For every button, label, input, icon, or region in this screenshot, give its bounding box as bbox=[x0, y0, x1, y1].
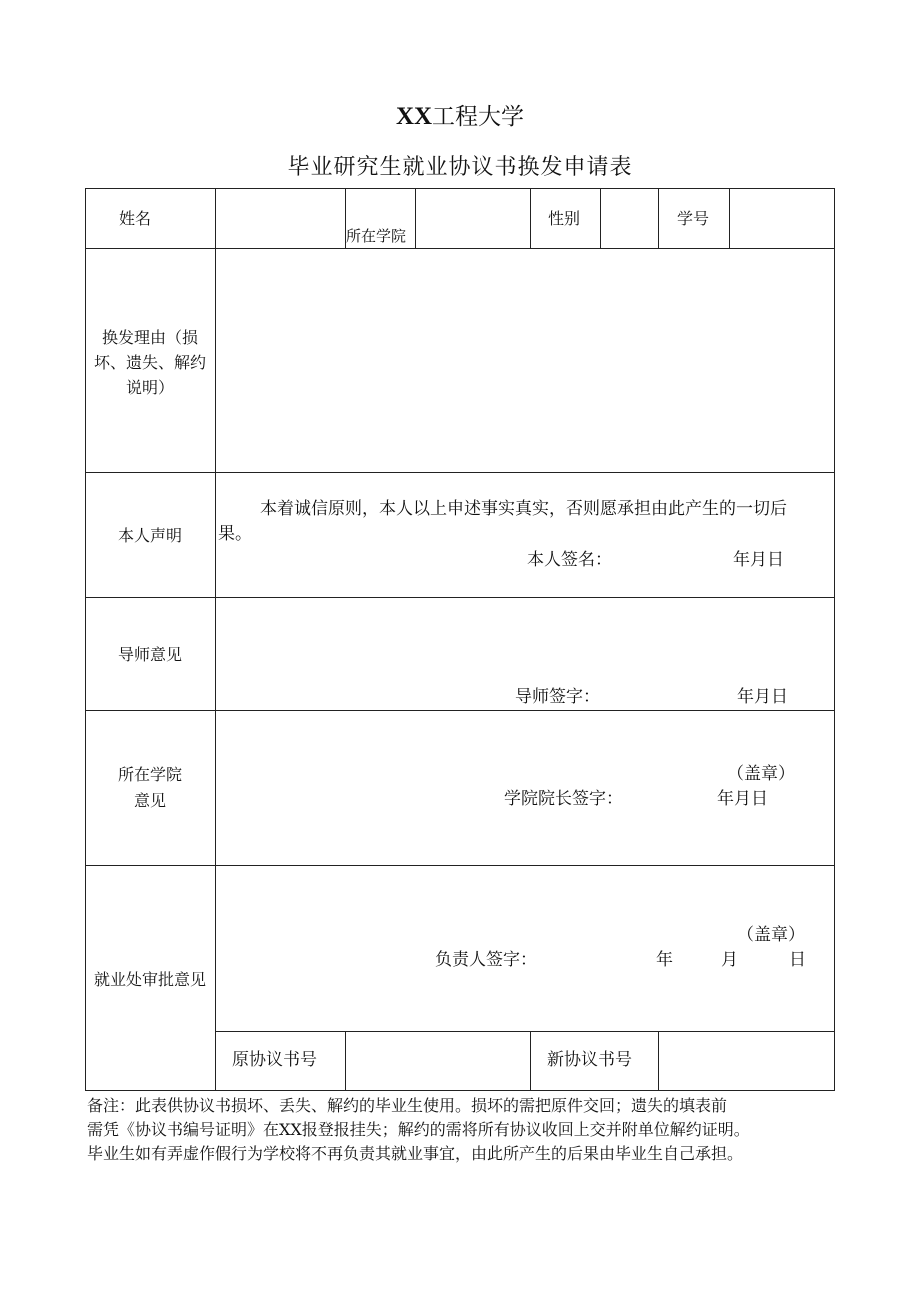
college-date: 年月日 bbox=[717, 789, 768, 809]
college-opinion-field[interactable] bbox=[221, 716, 829, 756]
college-opinion-label-line-1: 所在学院 bbox=[117, 765, 182, 784]
title-prefix: XX bbox=[395, 103, 433, 130]
statement-label: 本人声明 bbox=[117, 526, 182, 545]
office-date-year: 年 bbox=[656, 950, 673, 970]
cell-divider bbox=[530, 1031, 531, 1091]
name-field[interactable] bbox=[221, 192, 339, 244]
student-id-field[interactable] bbox=[735, 192, 829, 244]
cell-divider bbox=[530, 188, 531, 249]
name-label: 姓名 bbox=[119, 209, 152, 228]
gender-label: 性别 bbox=[548, 209, 581, 228]
row-divider bbox=[85, 248, 835, 249]
cell-divider bbox=[345, 1031, 346, 1091]
statement-text-line-1: 本着诚信原则，本人以上申述事实真实，否则愿承担由此产生的一切后 bbox=[260, 499, 787, 519]
reason-label-line-3: 说明） bbox=[125, 378, 174, 397]
self-date: 年月日 bbox=[733, 550, 784, 570]
self-signature-label: 本人签名： bbox=[527, 550, 612, 570]
old-number-label: 原协议书号 bbox=[232, 1050, 317, 1070]
new-number-field[interactable] bbox=[664, 1036, 829, 1086]
border-right bbox=[834, 188, 835, 1091]
reason-field[interactable] bbox=[221, 254, 829, 466]
college-opinion-label-line-2: 意见 bbox=[133, 791, 166, 810]
dean-signature-label: 学院院长签字： bbox=[504, 789, 623, 809]
office-opinion-field[interactable] bbox=[221, 871, 829, 921]
new-number-label: 新协议书号 bbox=[547, 1050, 632, 1070]
advisor-label: 导师意见 bbox=[117, 645, 182, 664]
row-divider bbox=[85, 472, 835, 473]
cell-divider bbox=[658, 1031, 659, 1091]
remark-line: 需凭《协议书编号证明》在XX报登报挂失；解约的需将所有协议收回上交并附单位解约证明。 bbox=[87, 1120, 750, 1139]
old-number-field[interactable] bbox=[351, 1036, 525, 1086]
college-field[interactable] bbox=[421, 192, 525, 244]
office-date-day: 日 bbox=[789, 950, 806, 970]
reason-label-line-1: 换发理由（损 bbox=[101, 328, 198, 347]
row-divider bbox=[215, 1031, 835, 1032]
college-seal: （盖章） bbox=[727, 764, 795, 784]
office-seal: （盖章） bbox=[737, 925, 805, 945]
application-form bbox=[85, 188, 835, 1091]
university-title bbox=[0, 98, 920, 131]
title-main: 工程大学 bbox=[432, 104, 525, 130]
cell-divider bbox=[729, 188, 730, 249]
border-left bbox=[85, 188, 86, 1091]
office-label: 就业处审批意见 bbox=[93, 970, 206, 989]
office-signature-label: 负责人签字： bbox=[435, 950, 537, 970]
remark-line: 毕业生如有弄虚作假行为学校将不再负责其就业事宜，由此所产生的后果由毕业生自己承担。 bbox=[87, 1144, 744, 1163]
border-top bbox=[85, 188, 835, 189]
advisor-opinion-field[interactable] bbox=[221, 603, 829, 673]
student-id-label: 学号 bbox=[677, 209, 710, 228]
remarks bbox=[87, 1094, 837, 1166]
statement-text-line-2: 果。 bbox=[218, 524, 252, 544]
office-date-month: 月 bbox=[721, 950, 738, 970]
form-title: 毕业研究生就业协议书换发申请表 bbox=[287, 155, 633, 180]
gender-field[interactable] bbox=[605, 192, 653, 244]
row-divider bbox=[85, 865, 835, 866]
row-divider bbox=[85, 597, 835, 598]
cell-divider bbox=[600, 188, 601, 249]
cell-divider bbox=[658, 188, 659, 249]
border-bottom bbox=[85, 1090, 835, 1091]
label-column-divider bbox=[215, 188, 216, 1091]
reason-label-line-2: 坏、遗失、解约 bbox=[93, 353, 206, 372]
advisor-date: 年月日 bbox=[737, 687, 788, 707]
remark-line: 备注：此表供协议书损坏、丢失、解约的毕业生使用。损坏的需把原件交回；遗失的填表前 bbox=[87, 1096, 728, 1115]
advisor-signature-label: 导师签字： bbox=[515, 687, 600, 707]
row-divider bbox=[85, 710, 835, 711]
cell-divider bbox=[415, 188, 416, 249]
college-label: 所在学院 bbox=[346, 227, 407, 245]
